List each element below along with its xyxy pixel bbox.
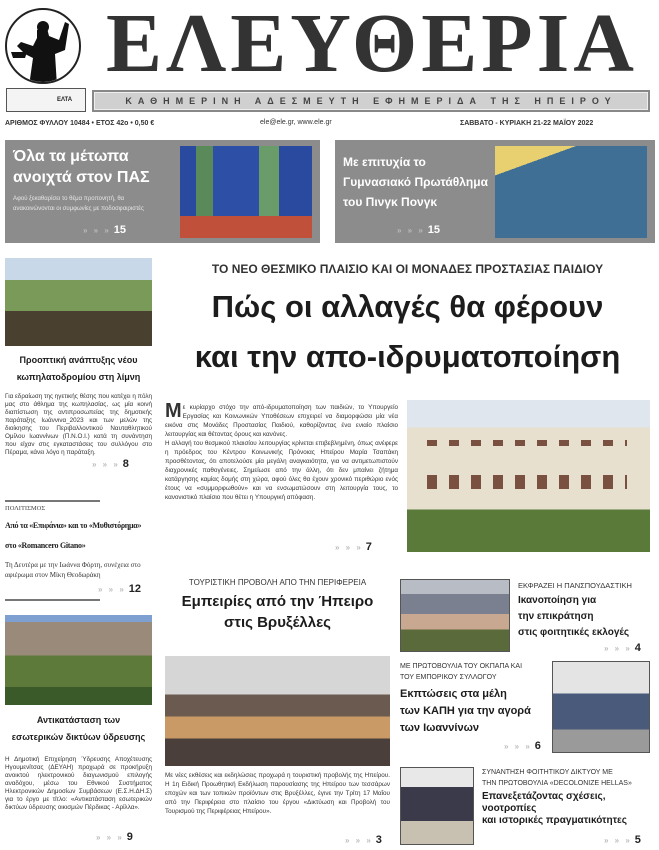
- divider: [5, 500, 100, 502]
- issue-info: ΑΡΙΘΜΟΣ ΦΥΛΛΟΥ 10484 • ΕΤΟΣ 42ο • 0,50 €: [5, 120, 155, 127]
- article-text: Με νέες εκθέσεις και εκδηλώσεις προχωρά η τουριστική προβολής της Ηπείρου. Η 1η Ειδική Προωθητική Εκδήλωση παρουσίασης της Ηπείρου των τεσσάρων εποχών και των τοπικών προϊόντων στις Βρυξέλλες, έγινε την Τρίτη 17 Μαΐου από την Περιφέρεια στο πλαίσιο του έργου «Δικτύωση και Προβολή του Τουρισμού της Περιφέρειας Ηπείρου».: [165, 772, 390, 815]
- article-kicker: ΕΚΦΡΑΖΕΙ Η ΠΑΝΣΠΟΥΔΑΣΤΙΚΗ: [518, 581, 632, 590]
- article-kicker: ΤΟΥΡΙΣΤΙΚΗ ΠΡΟΒΟΛΗ ΑΠΟ ΤΗΝ ΠΕΡΙΦΕΡΕΙΑ: [188, 578, 367, 587]
- page-ref: 15: [113, 224, 127, 236]
- child-protection-building-photo: [407, 400, 650, 552]
- justice-figure-icon: [7, 10, 81, 84]
- ping-pong-hall-photo: [495, 146, 647, 238]
- lead-text: Με κυρίαρχο στόχο την από-ιδρυματοποίηση των παιδιών, το Υπουργείο Εργασίας και Κοινωνικών Υποθέσεων επιχειρεί να διαμορφώσει μία νέα εικόνα στις Μονάδες Προστασίας Παιδιού, καθορίζοντας ένα ενιαίο πλαίσιο λειτουργίας και θέτοντας όρους και κανόνες. Η αλλαγή του θεσμικού πλαισίου λειτουργίας κρίνεται επιβεβλημένη, όπως ανέφερε η πρόεδρος του Κέντρου Κοινωνικής Πρόνοιας Ηπείρου Μαρία Τσαπάκη προσθέτοντας, ότι αποτελούσε μία μεγάλη αναγκαιότητα, για να αντιμετωπιστούν διαχρονικές παθογένειες. Σημείωσε από την άλλη, ότι δεν μπαίνει ζήτημα κατάργησης καμίας δομής στη χώρα, αφού όλες θα έχουν χρονικό περιθώριο ενός έτους να «συμμορφωθούν» και να ενσωματώσουν στη λειτουργία τους, το κανονιστικό πλαίσιο που θέτει η Υπουργική απόφαση.: [165, 400, 398, 501]
- article-text: Η Δημοτική Επιχείρηση Ύδρευσης Αποχέτευσης Ηγουμενίτσας (ΔΕΥΑΗ) προχωρά σε προκήρυξη ανοικτού ηλεκτρονικού διαγωνισμού επιλογής αναδόχου, μέσω του Εθνικού Συστήματος Ηλεκτρονικών Δημοσίων Συμβάσεων (Ε.Σ.Η.ΔΗ.Σ) για το έργο με τίτλο: «Αντικατάσταση εσωτερικών δικτύων ύδρευσης οικισμών Πέρδικας - Αρίλλα».: [5, 756, 152, 811]
- more-arrows-icon: » » »: [604, 644, 632, 653]
- lead-kicker: ΤΟ ΝΕΟ ΘΕΣΜΙΚΟ ΠΛΑΙΣΙΟ ΚΑΙ ΟΙ ΜΟΝΑΔΕΣ ΠΡΟΣΤΑΣΙΑΣ ΠΑΙΔΙΟΥ: [211, 262, 604, 276]
- page-ref: 12: [128, 583, 142, 595]
- more-arrows-icon: » » »: [98, 585, 126, 594]
- masthead-tagline: ΚΑΘΗΜΕΡΙΝΗ ΑΔΕΣΜΕΥΤΗ ΕΦΗΜΕΡΙΔΑ ΤΗΣ ΗΠΕΙΡΟΥ: [92, 90, 650, 112]
- masthead-title: ΕΛΕΥΘΕΡΙΑ: [106, 0, 638, 90]
- student-network-group-photo: [400, 767, 474, 845]
- more-arrows-icon: » » »: [92, 460, 120, 469]
- more-arrows-icon: » » »: [96, 833, 124, 842]
- page-ref: 15: [427, 224, 441, 236]
- more-arrows-icon: » » »: [504, 742, 532, 751]
- divider: [5, 599, 100, 601]
- more-arrows-icon: » » »: [604, 836, 632, 845]
- article-kicker: ΜΕ ΠΡΩΤΟΒΟΥΛΙΑ ΤΟΥ ΟΚΠΑΠΑ ΚΑΙ: [400, 663, 523, 670]
- issue-date: ΣΑΒΒΑΤΟ - ΚΥΡΙΑΚΗ 21-22 ΜΑΪΟΥ 2022: [460, 120, 594, 127]
- more-arrows-icon: » » »: [335, 543, 363, 552]
- page-ref: 9: [126, 831, 133, 843]
- promo-ping-pong[interactable]: Με επιτυχία το Γυμνασιακό Πρωτάθλημα του Πινγκ Πονγκ » » » 15: [335, 140, 655, 243]
- more-arrows-icon: » » »: [345, 836, 373, 845]
- kapi-meeting-photo: [552, 661, 650, 753]
- contact-info[interactable]: ele@ele.gr, www.ele.gr: [260, 119, 332, 126]
- promo-title: Όλα τα μέτωπα: [13, 148, 129, 165]
- brussels-event-photo: [165, 656, 390, 766]
- rowing-meeting-photo: [5, 258, 152, 346]
- article-headline[interactable]: Εμπειρίες από την Ήπειρο: [181, 593, 374, 610]
- article-kicker: ΣΥΝΑΝΤΗΣΗ ΦΟΙΤΗΤΙΚΟΥ ΔΙΚΤΥΟΥ ΜΕ: [482, 769, 613, 776]
- page-ref: 7: [365, 541, 372, 553]
- article-headline[interactable]: Ικανοποίηση για: [518, 595, 597, 606]
- page-ref: 6: [534, 740, 541, 752]
- page-ref: 5: [634, 834, 641, 846]
- university-campus-photo: [400, 579, 510, 652]
- article-text: Τη Δευτέρα με την Ιωάννα Φόρτη, συνέχεια στο αφιέρωμα στον Μίκη Θεοδωράκη: [5, 561, 141, 579]
- page-ref: 3: [375, 834, 382, 846]
- section-label: ΠΟΛΙΤΙΣΜΟΣ: [5, 505, 46, 512]
- postal-stamps: ΕΛΤΑ: [6, 88, 86, 112]
- page-ref: 8: [122, 458, 129, 470]
- article-headline[interactable]: Προοπτική ανάπτυξης νέου: [19, 355, 138, 365]
- article-headline[interactable]: Εκπτώσεις στα μέλη: [400, 688, 507, 700]
- town-view-photo: [5, 615, 152, 705]
- more-arrows-icon: » » »: [397, 226, 425, 235]
- promo-pas[interactable]: Όλα τα μέτωπα ανοιχτά στον ΠΑΣ Αφού ξεκαθαρίσει το θέμα προπονητή, θα ανακοινώνονται οι συμφωνίες με ποδοσφαιριστές » » » 15: [5, 140, 320, 243]
- more-arrows-icon: » » »: [83, 226, 111, 235]
- article-headline[interactable]: Από τα «Επιφάνια» και το «Μυθιστόρημα»: [5, 521, 142, 530]
- lead-headline[interactable]: Πώς οι αλλαγές θα φέρουν και την απο-ιδρυματοποίηση: [194, 289, 621, 374]
- dropcap: Μ: [165, 400, 182, 422]
- page-ref: 4: [634, 642, 641, 654]
- football-players-photo: [180, 146, 312, 238]
- logo-justice-emblem: [5, 8, 81, 84]
- article-text: Για εδραίωση της ηγετικής θέσης που κατέχει η πόλη μας στο άθλημα της κωπηλασίας, ως μία κοινή διαπίστωση της αντιπροσωπείας της δημοτικής παράταξης Ιωάννινα_2023 και των μελών της διοίκησης του Περιβαλλοντικού Ναυταθλητικού Ομίλου Ιωαννίνων (Π.Ν.Ο.Ι.) κατά τη συνάντηση που είχαν στις εγκαταστάσεις του συλλόγου στο Πέραμα, κάνει λόγο η παράταξη.: [5, 393, 152, 456]
- article-headline[interactable]: Επανεξετάζοντας σχέσεις, νοοτροπίες: [482, 791, 606, 814]
- article-headline[interactable]: Αντικατάσταση των: [36, 715, 121, 725]
